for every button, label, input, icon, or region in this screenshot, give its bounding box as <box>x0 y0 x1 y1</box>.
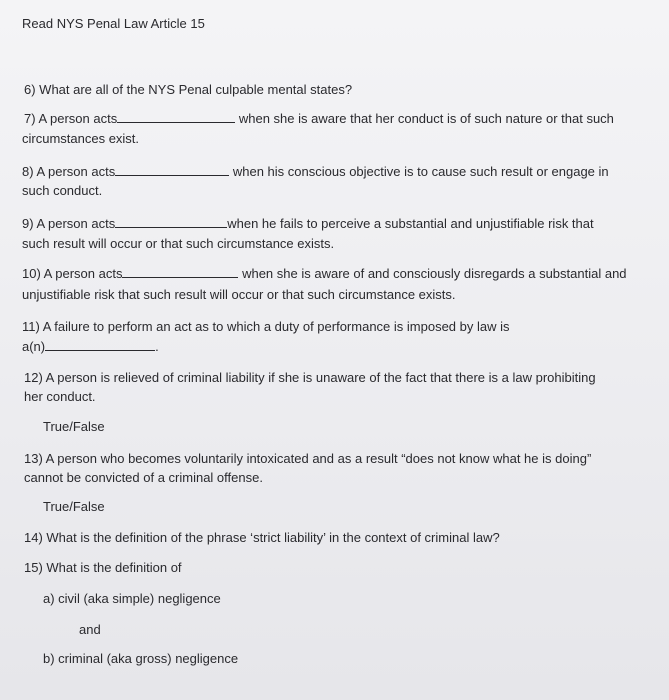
question-12-line2: her conduct. <box>24 389 96 404</box>
question-11-suffix: . <box>155 339 159 354</box>
question-10-suffix: when she is aware of and consciously disregards a substantial and <box>242 266 627 281</box>
answer-blank[interactable] <box>115 215 227 228</box>
question-15-and: and <box>79 622 101 637</box>
answer-blank[interactable] <box>115 163 229 176</box>
question-6: 6) What are all of the NYS Penal culpable mental states? <box>24 82 353 97</box>
question-12-line1: 12) A person is relieved of criminal liability if she is unaware of the fact that there is a law prohibiting <box>24 370 596 385</box>
true-false-answer: True/False <box>43 499 105 514</box>
question-9-prefix: 9) A person acts <box>22 216 116 231</box>
question-11-prefix: a(n) <box>22 339 46 354</box>
question-9-suffix: when he fails to perceive a substantial and unjustifiable risk that <box>227 216 594 231</box>
question-7-line2: circumstances exist. <box>22 131 140 146</box>
answer-blank[interactable] <box>122 265 238 278</box>
question-13-line1: 13) A person who becomes voluntarily intoxicated and as a result “does not know what he is doing” <box>24 451 592 466</box>
true-false-answer: True/False <box>43 419 105 434</box>
question-14: 14) What is the definition of the phrase ‘strict liability’ in the context of criminal law? <box>24 530 500 545</box>
question-8-suffix: when his conscious objective is to cause such result or engage in <box>232 164 609 179</box>
question-9-line2: such result will occur or that such circumstance exists. <box>22 236 335 251</box>
question-8-prefix: 8) A person acts <box>22 164 116 179</box>
question-7-suffix: when she is aware that her conduct is of such nature or that such <box>238 111 614 126</box>
answer-blank[interactable] <box>117 110 235 123</box>
question-15-b: b) criminal (aka gross) negligence <box>43 651 239 666</box>
question-15-a: a) civil (aka simple) negligence <box>43 591 221 606</box>
page-title: Read NYS Penal Law Article 15 <box>22 16 205 31</box>
question-13-line2: cannot be convicted of a criminal offense. <box>24 470 263 485</box>
answer-blank[interactable] <box>45 338 155 351</box>
question-8-line2: such conduct. <box>22 183 103 198</box>
question-7-prefix: 7) A person acts <box>24 111 118 126</box>
question-10-line2: unjustifiable risk that such result will occur or that such circumstance exists. <box>22 287 456 302</box>
question-15-text: 15) What is the definition of <box>24 560 182 575</box>
question-10-prefix: 10) A person acts <box>22 266 123 281</box>
question-11-line1: 11) A failure to perform an act as to which a duty of performance is imposed by law is <box>22 319 510 334</box>
